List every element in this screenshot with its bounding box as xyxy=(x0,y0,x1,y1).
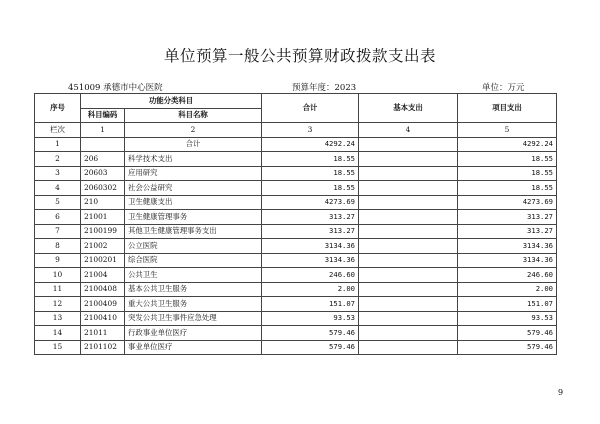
row-basic xyxy=(359,137,458,152)
row-name: 重大公共卫生服务 xyxy=(125,297,262,312)
row-seq: 12 xyxy=(35,297,81,312)
row-code: 21001 xyxy=(81,210,125,225)
row-total: 18.55 xyxy=(262,152,359,167)
row-project: 313.27 xyxy=(458,210,557,225)
table-row xyxy=(35,137,557,152)
row-seq: 4 xyxy=(35,181,81,196)
table-row xyxy=(35,152,557,167)
col-label: 栏次 xyxy=(35,123,81,138)
row-basic xyxy=(359,195,458,210)
row-project: 4273.69 xyxy=(458,195,557,210)
header-func-class: 功能分类科目 xyxy=(81,94,262,109)
row-seq: 6 xyxy=(35,210,81,225)
row-project: 18.55 xyxy=(458,152,557,167)
row-total: 579.46 xyxy=(262,340,359,355)
row-project: 313.27 xyxy=(458,224,557,239)
row-code: 21004 xyxy=(81,268,125,283)
table-row xyxy=(35,195,557,210)
table-row xyxy=(35,326,557,341)
row-code: 2100409 xyxy=(81,297,125,312)
row-total: 93.53 xyxy=(262,311,359,326)
table-row xyxy=(35,297,557,312)
row-seq: 1 xyxy=(35,137,81,152)
row-project: 3134.36 xyxy=(458,253,557,268)
row-code: 2100410 xyxy=(81,311,125,326)
row-total: 18.55 xyxy=(262,181,359,196)
row-seq: 9 xyxy=(35,253,81,268)
row-basic xyxy=(359,282,458,297)
row-code: 2100199 xyxy=(81,224,125,239)
row-name: 公立医院 xyxy=(125,239,262,254)
row-seq: 10 xyxy=(35,268,81,283)
row-project: 18.55 xyxy=(458,181,557,196)
row-name: 应用研究 xyxy=(125,166,262,181)
row-code: 210 xyxy=(81,195,125,210)
table-row xyxy=(35,166,557,181)
header-basic: 基本支出 xyxy=(359,94,458,123)
row-code: 2100201 xyxy=(81,253,125,268)
row-basic xyxy=(359,224,458,239)
row-project: 93.53 xyxy=(458,311,557,326)
page-title: 单位预算一般公共预算财政拨款支出表 xyxy=(163,47,436,65)
row-basic xyxy=(359,326,458,341)
header-name: 科目名称 xyxy=(125,108,262,123)
row-basic xyxy=(359,239,458,254)
table-row xyxy=(35,253,557,268)
table-row xyxy=(35,282,557,297)
row-total: 18.55 xyxy=(262,166,359,181)
row-seq: 8 xyxy=(35,239,81,254)
row-name: 社会公益研究 xyxy=(125,181,262,196)
unit-name: 451009 承德市中心医院 xyxy=(68,83,163,93)
row-name: 合计 xyxy=(125,137,262,152)
row-code xyxy=(81,137,125,152)
row-name: 行政事业单位医疗 xyxy=(125,326,262,341)
col-num: 4 xyxy=(359,123,458,138)
row-basic xyxy=(359,210,458,225)
row-basic xyxy=(359,152,458,167)
row-code: 2100408 xyxy=(81,282,125,297)
row-project: 579.46 xyxy=(458,326,557,341)
row-name: 卫生健康支出 xyxy=(125,195,262,210)
money-unit: 单位：万元 xyxy=(482,83,525,93)
row-basic xyxy=(359,311,458,326)
row-basic xyxy=(359,253,458,268)
row-code: 21011 xyxy=(81,326,125,341)
row-basic xyxy=(359,340,458,355)
row-total: 313.27 xyxy=(262,210,359,225)
row-code: 2101102 xyxy=(81,340,125,355)
header-total: 合计 xyxy=(262,94,359,123)
row-code: 206 xyxy=(81,152,125,167)
table-row xyxy=(35,239,557,254)
row-name: 基本公共卫生服务 xyxy=(125,282,262,297)
row-basic xyxy=(359,268,458,283)
row-seq: 7 xyxy=(35,224,81,239)
row-basic xyxy=(359,297,458,312)
table-row xyxy=(35,224,557,239)
row-name: 科学技术支出 xyxy=(125,152,262,167)
row-name: 综合医院 xyxy=(125,253,262,268)
table-row xyxy=(35,340,557,355)
row-project: 579.46 xyxy=(458,340,557,355)
row-code: 2060302 xyxy=(81,181,125,196)
row-total: 313.27 xyxy=(262,224,359,239)
col-num: 3 xyxy=(262,123,359,138)
header-code: 科目编码 xyxy=(81,108,125,123)
table-row xyxy=(35,268,557,283)
table-row xyxy=(35,210,557,225)
header-seq: 序号 xyxy=(35,94,81,123)
col-num: 5 xyxy=(458,123,557,138)
row-project: 4292.24 xyxy=(458,137,557,152)
row-total: 151.07 xyxy=(262,297,359,312)
row-project: 246.60 xyxy=(458,268,557,283)
row-total: 246.60 xyxy=(262,268,359,283)
row-basic xyxy=(359,166,458,181)
row-name: 公共卫生 xyxy=(125,268,262,283)
row-seq: 13 xyxy=(35,311,81,326)
table-row xyxy=(35,311,557,326)
table-row xyxy=(35,181,557,196)
row-total: 2.00 xyxy=(262,282,359,297)
row-code: 20603 xyxy=(81,166,125,181)
budget-table xyxy=(34,93,557,355)
row-total: 4292.24 xyxy=(262,137,359,152)
row-name: 突发公共卫生事件应急处理 xyxy=(125,311,262,326)
row-name: 事业单位医疗 xyxy=(125,340,262,355)
row-project: 2.00 xyxy=(458,282,557,297)
header-project: 项目支出 xyxy=(458,94,557,123)
row-name: 其他卫生健康管理事务支出 xyxy=(125,224,262,239)
row-name: 卫生健康管理事务 xyxy=(125,210,262,225)
col-num: 1 xyxy=(81,123,125,138)
row-total: 3134.36 xyxy=(262,253,359,268)
budget-year: 预算年度：2023 xyxy=(292,83,357,93)
row-total: 579.46 xyxy=(262,326,359,341)
row-project: 151.07 xyxy=(458,297,557,312)
row-seq: 5 xyxy=(35,195,81,210)
row-total: 3134.36 xyxy=(262,239,359,254)
row-seq: 15 xyxy=(35,340,81,355)
row-basic xyxy=(359,181,458,196)
row-project: 18.55 xyxy=(458,166,557,181)
row-seq: 2 xyxy=(35,152,81,167)
row-seq: 14 xyxy=(35,326,81,341)
col-num: 2 xyxy=(125,123,262,138)
row-seq: 3 xyxy=(35,166,81,181)
row-total: 4273.69 xyxy=(262,195,359,210)
row-code: 21002 xyxy=(81,239,125,254)
row-seq: 11 xyxy=(35,282,81,297)
page-number: 9 xyxy=(558,388,564,397)
row-project: 3134.36 xyxy=(458,239,557,254)
